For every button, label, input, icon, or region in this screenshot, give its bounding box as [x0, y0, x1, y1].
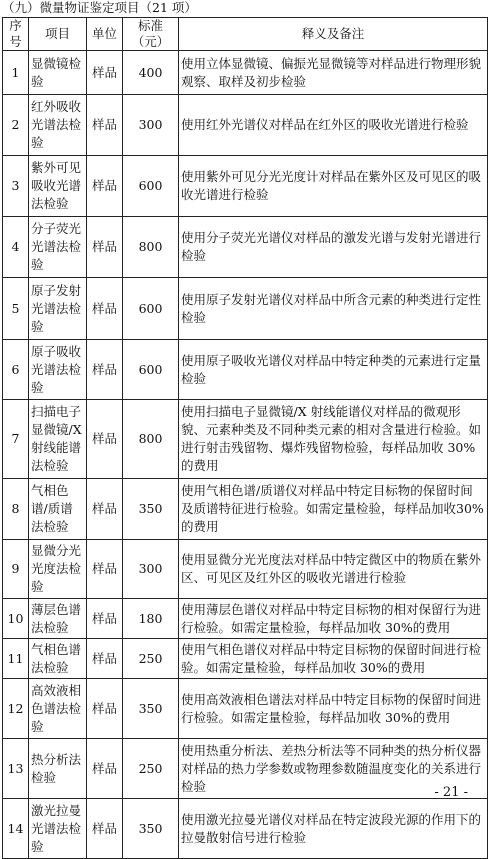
row-no: 2 [3, 95, 29, 156]
row-unit: 样品 [87, 479, 123, 540]
row-item: 红外吸收光谱法检验 [29, 95, 87, 156]
table-row [3, 95, 488, 156]
row-unit: 样品 [87, 400, 123, 479]
row-note: 使用紫外可见分光光度计对样品在紫外区及可见区的吸收光谱进行检验 [179, 156, 488, 217]
row-note: 使用立体显微镜、偏振光显微镜等对样品进行物理形貌观察、取样及初步检验 [179, 51, 488, 95]
row-note: 使用气相色谱/质谱仪对样品中特定目标物的保留时间及质谱特征进行检验。如需定量检验，每样品加收30%的费用 [179, 479, 488, 540]
row-price: 800 [123, 217, 179, 278]
row-item: 分子荧光光谱法检验 [29, 217, 87, 278]
row-unit: 样品 [87, 217, 123, 278]
table-row [3, 599, 488, 639]
row-note: 使用红外光谱仪对样品在红外区的吸收光谱进行检验 [179, 95, 488, 156]
row-no: 13 [3, 739, 29, 799]
row-unit: 样品 [87, 639, 123, 679]
table-row [3, 156, 488, 217]
row-no: 1 [3, 51, 29, 95]
row-no: 11 [3, 639, 29, 679]
row-note: 使用原子吸收光谱仪对样品中特定种类的元素进行定量检验 [179, 340, 488, 400]
row-price: 600 [123, 156, 179, 217]
row-no: 9 [3, 540, 29, 599]
table-row [3, 799, 488, 859]
page-title: （九）微量物证鉴定项目（21 项） [2, 0, 197, 15]
fee-table [2, 17, 488, 859]
table-row [3, 51, 488, 95]
row-price: 350 [123, 479, 179, 540]
table-row [3, 679, 488, 739]
row-item: 高效液相色谱法检验 [29, 679, 87, 739]
row-unit: 样品 [87, 599, 123, 639]
row-unit: 样品 [87, 679, 123, 739]
table-row [3, 217, 488, 278]
row-item: 热分析法检验 [29, 739, 87, 799]
row-price: 300 [123, 95, 179, 156]
row-no: 10 [3, 599, 29, 639]
row-price: 350 [123, 799, 179, 859]
row-note: 使用薄层色谱仪对样品中特定目标物的相对保留行为进行检验。如需定量检验，每样品加收 30%的费用 [179, 599, 488, 639]
row-note: 使用扫描电子显微镜/X 射线能谱仪对样品的微观形貌、元素种类及不同种类元素的相对含量进行检验。如进行射击残留物、爆炸残留物检验，每样品加收 30%的费用 [179, 400, 488, 479]
row-note: 使用分子荧光光谱仪对样品的激发光谱与发射光谱进行检验 [179, 217, 488, 278]
row-item: 显微分光光度法检验 [29, 540, 87, 599]
page-number: - 21 - [434, 785, 468, 800]
table-row [3, 400, 488, 479]
row-unit: 样品 [87, 278, 123, 340]
row-item: 紫外可见吸收光谱法检验 [29, 156, 87, 217]
row-item: 原子吸收光谱法检验 [29, 340, 87, 400]
table-row [3, 340, 488, 400]
row-note: 使用原子发射光谱仪对样品中所含元素的种类进行定性检验 [179, 278, 488, 340]
row-note: 使用高效液相色谱法对样品中特定目标物的保留时间进行检验。如需定量检验，每样品加收 30%的费用 [179, 679, 488, 739]
row-no: 12 [3, 679, 29, 739]
row-item: 气相色谱法检验 [29, 639, 87, 679]
row-price: 800 [123, 400, 179, 479]
row-no: 3 [3, 156, 29, 217]
table-row [3, 540, 488, 599]
row-unit: 样品 [87, 540, 123, 599]
row-no: 14 [3, 799, 29, 859]
row-price: 600 [123, 278, 179, 340]
row-note: 使用气相色谱仪对样品中特定目标物的保留时间进行检验。如需定量检验，每样品加收 30%的费用 [179, 639, 488, 679]
row-unit: 样品 [87, 739, 123, 799]
row-note: 使用激光拉曼光谱仪对样品在特定波段光源的作用下的拉曼散射信号进行检验 [179, 799, 488, 859]
header-item: 项目 [29, 18, 87, 51]
row-item: 原子发射光谱法检验 [29, 278, 87, 340]
header-price: 标准（元） [123, 18, 179, 51]
row-item: 气相色谱/质谱法检验 [29, 479, 87, 540]
table-header-row [3, 18, 488, 51]
row-no: 5 [3, 278, 29, 340]
row-item: 扫描电子显微镜/X射线能谱法检验 [29, 400, 87, 479]
row-item: 显微镜检验 [29, 51, 87, 95]
table-row [3, 639, 488, 679]
header-no: 序号 [3, 18, 29, 51]
row-price: 600 [123, 340, 179, 400]
row-price: 250 [123, 739, 179, 799]
table-row [3, 278, 488, 340]
row-unit: 样品 [87, 156, 123, 217]
row-item: 薄层色谱法检验 [29, 599, 87, 639]
row-unit: 样品 [87, 51, 123, 95]
table-row [3, 479, 488, 540]
row-price: 300 [123, 540, 179, 599]
row-no: 4 [3, 217, 29, 278]
header-unit: 单位 [87, 18, 123, 51]
row-item: 激光拉曼光谱法检验 [29, 799, 87, 859]
row-unit: 样品 [87, 799, 123, 859]
row-price: 350 [123, 679, 179, 739]
header-note: 释义及备注 [179, 18, 488, 51]
row-unit: 样品 [87, 95, 123, 156]
row-no: 7 [3, 400, 29, 479]
row-no: 8 [3, 479, 29, 540]
row-no: 6 [3, 340, 29, 400]
row-price: 180 [123, 599, 179, 639]
row-unit: 样品 [87, 340, 123, 400]
row-price: 400 [123, 51, 179, 95]
row-note: 使用显微分光光度法对样品中特定微区中的物质在紫外区、可见区及红外区的吸收光谱进行检验 [179, 540, 488, 599]
row-note: 使用热重分析法、差热分析法等不同种类的热分析仪器对样品的热力学参数或物理参数随温度变化的关系进行检验 [179, 739, 488, 799]
table-row [3, 739, 488, 799]
row-price: 250 [123, 639, 179, 679]
